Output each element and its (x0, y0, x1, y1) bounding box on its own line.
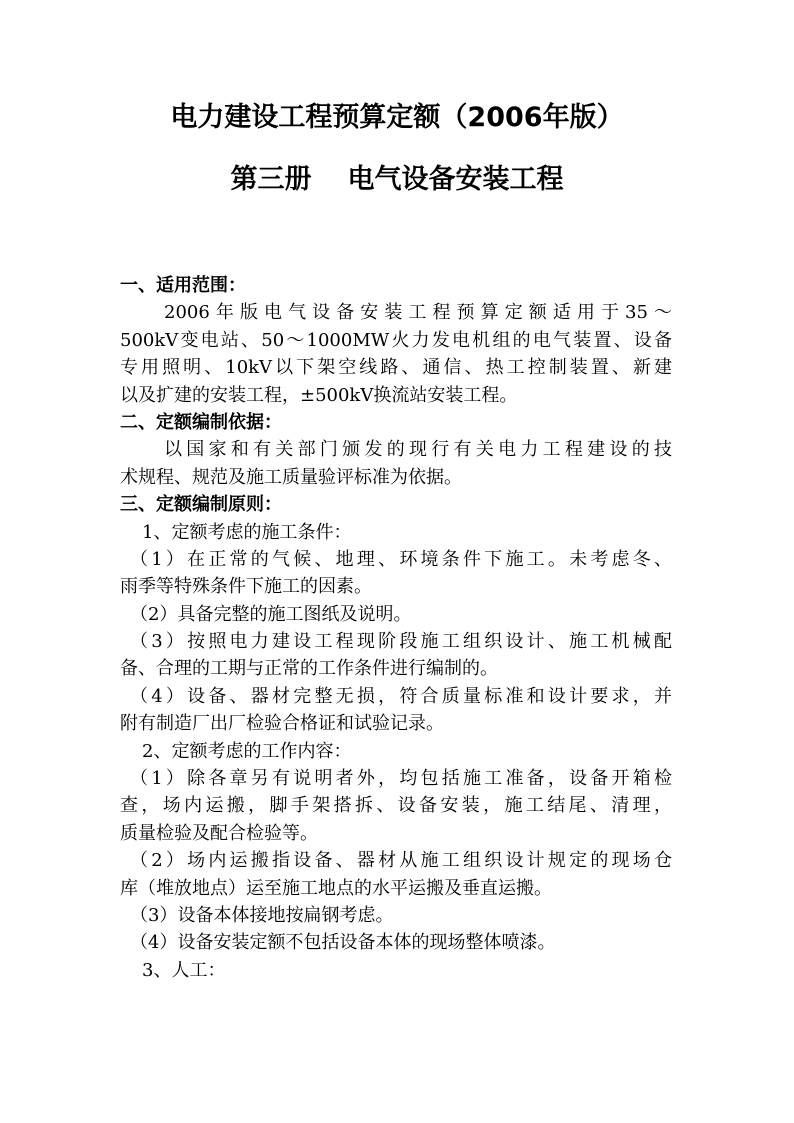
list-item-line: 附有制造厂出厂检验合格证和试验记录。 (120, 713, 444, 735)
subsection-title: 2、定额考虑的工作内容： (142, 740, 352, 762)
list-item-line: （3）按照电力建设工程现阶段施工组织设计、施工机械配 (130, 631, 672, 653)
list-item-line: 备、合理的工期与正常的工作条件进行编制的。 (120, 658, 498, 680)
paragraph-line: 2006年版电气设备安装工程预算定额适用于35～ (164, 302, 672, 324)
list-item-line: （2）场内运搬指设备、器材从施工组织设计规定的现场仓 (130, 850, 672, 872)
list-item-line: 查，场内运搬，脚手架搭拆、设备安装，施工结尾、清理， (120, 795, 672, 817)
list-item-line: （4）设备安装定额不包括设备本体的现场整体喷漆。 (130, 932, 556, 954)
subject-label: 电气设备安装工程 (347, 164, 564, 195)
list-item-line: 质量检验及配合检验等。 (120, 822, 318, 844)
paragraph-line: 以及扩建的安装工程，±500kV换流站安装工程。 (120, 384, 518, 406)
list-item-line: （1）在正常的气候、地理、环境条件下施工。未考虑冬、 (130, 548, 672, 570)
list-item-line: （1）除各章另有说明者外，均包括施工准备，设备开箱检 (130, 768, 672, 790)
list-item-line: 雨季等特殊条件下施工的因素。 (120, 576, 372, 598)
volume-label: 第三册 (230, 164, 312, 195)
paragraph-line: 以国家和有关部门颁发的现行有关电力工程建设的技 (164, 439, 672, 461)
document-title (0, 101, 794, 135)
document-subtitle (0, 163, 794, 197)
paragraph-line: 术规程、规范及施工质量验评标准为依据。 (120, 466, 462, 488)
list-item-line: 库（堆放地点）运至施工地点的水平运搬及垂直运搬。 (120, 877, 552, 899)
document-body (120, 272, 672, 984)
section-heading-principles: 三、定额编制原则： (120, 494, 282, 516)
paragraph-line: 专用照明、10kV以下架空线路、通信、热工控制装置、新建 (120, 357, 672, 379)
paragraph-line: 500kV变电站、50～1000MW火力发电机组的电气装置、设备 (120, 329, 672, 351)
list-item-line: （2）具备完整的施工图纸及说明。 (130, 603, 412, 625)
list-item-line: （3）设备本体接地按扁钢考虑。 (130, 904, 394, 926)
list-item-line: （4）设备、器材完整无损，符合质量标准和设计要求，并 (130, 685, 672, 707)
section-heading-basis: 二、定额编制依据： (120, 411, 282, 433)
document-title-text: 电力建设工程预算定额（2006年版） (170, 102, 624, 133)
section-heading-scope: 一、适用范围： (120, 275, 246, 296)
subsection-title: 1、定额考虑的施工条件： (142, 521, 352, 543)
subsection-title: 3、人工： (142, 959, 226, 981)
